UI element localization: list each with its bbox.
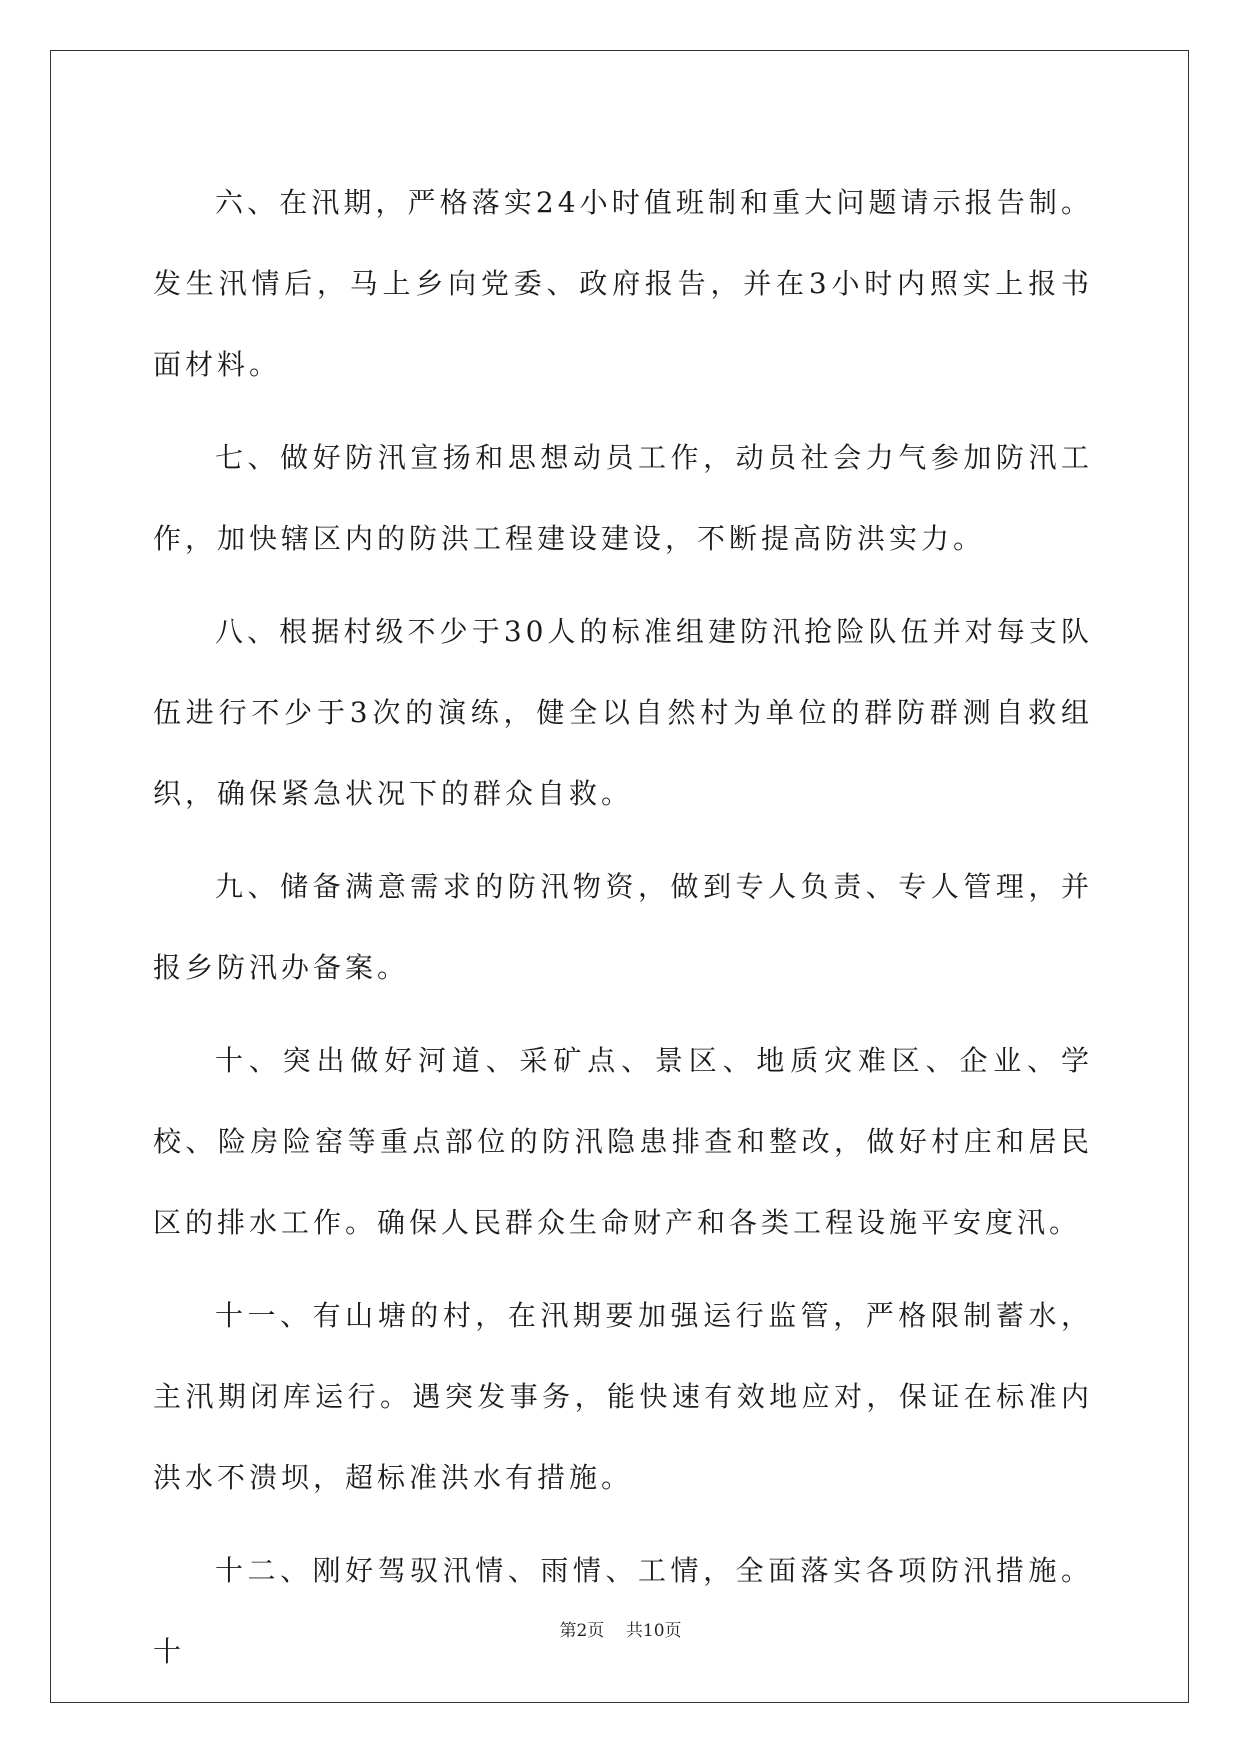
paragraph-11: 十一、有山塘的村，在汛期要加强运行监管，严格限制蓄水，主汛期闭库运行。遇突发事务，能快速有效地应对，保证在标准内洪水不溃坝，超标准洪水有措施。	[153, 1299, 1093, 1494]
paragraph-8: 八、根据村级不少于30人的标准组建防汛抢险队伍并对每支队伍进行不少于3次的演练，健全以自然村为单位的群防群测自救组织，确保紧急状况下的群众自救。	[153, 615, 1093, 810]
page-footer	[0, 1616, 1241, 1641]
paragraph-6: 六、在汛期，严格落实24小时值班制和重大问题请示报告制。发生汛情后，马上乡向党委、政府报告，并在3小时内照实上报书面材料。	[153, 186, 1093, 381]
paragraph-12: 十二、刚好驾驭汛情、雨情、工情，全面落实各项防汛措施。 十	[153, 1554, 1093, 1668]
paragraph-7: 七、做好防汛宣扬和思想动员工作，动员社会力气参加防汛工作，加快辖区内的防洪工程建设建设，不断提高防洪实力。	[153, 441, 1093, 555]
current-page-label: 第2页	[559, 1621, 605, 1641]
document-body	[153, 162, 1093, 1704]
total-pages-label: 共10页	[625, 1621, 682, 1641]
paragraph-9: 九、储备满意需求的防汛物资，做到专人负责、专人管理，并报乡防汛办备案。	[153, 870, 1093, 984]
paragraph-10: 十、突出做好河道、采矿点、景区、地质灾难区、企业、学校、险房险窑等重点部位的防汛隐患排查和整改，做好村庄和居民区的排水工作。确保人民群众生命财产和各类工程设施平安度汛。	[153, 1044, 1093, 1239]
